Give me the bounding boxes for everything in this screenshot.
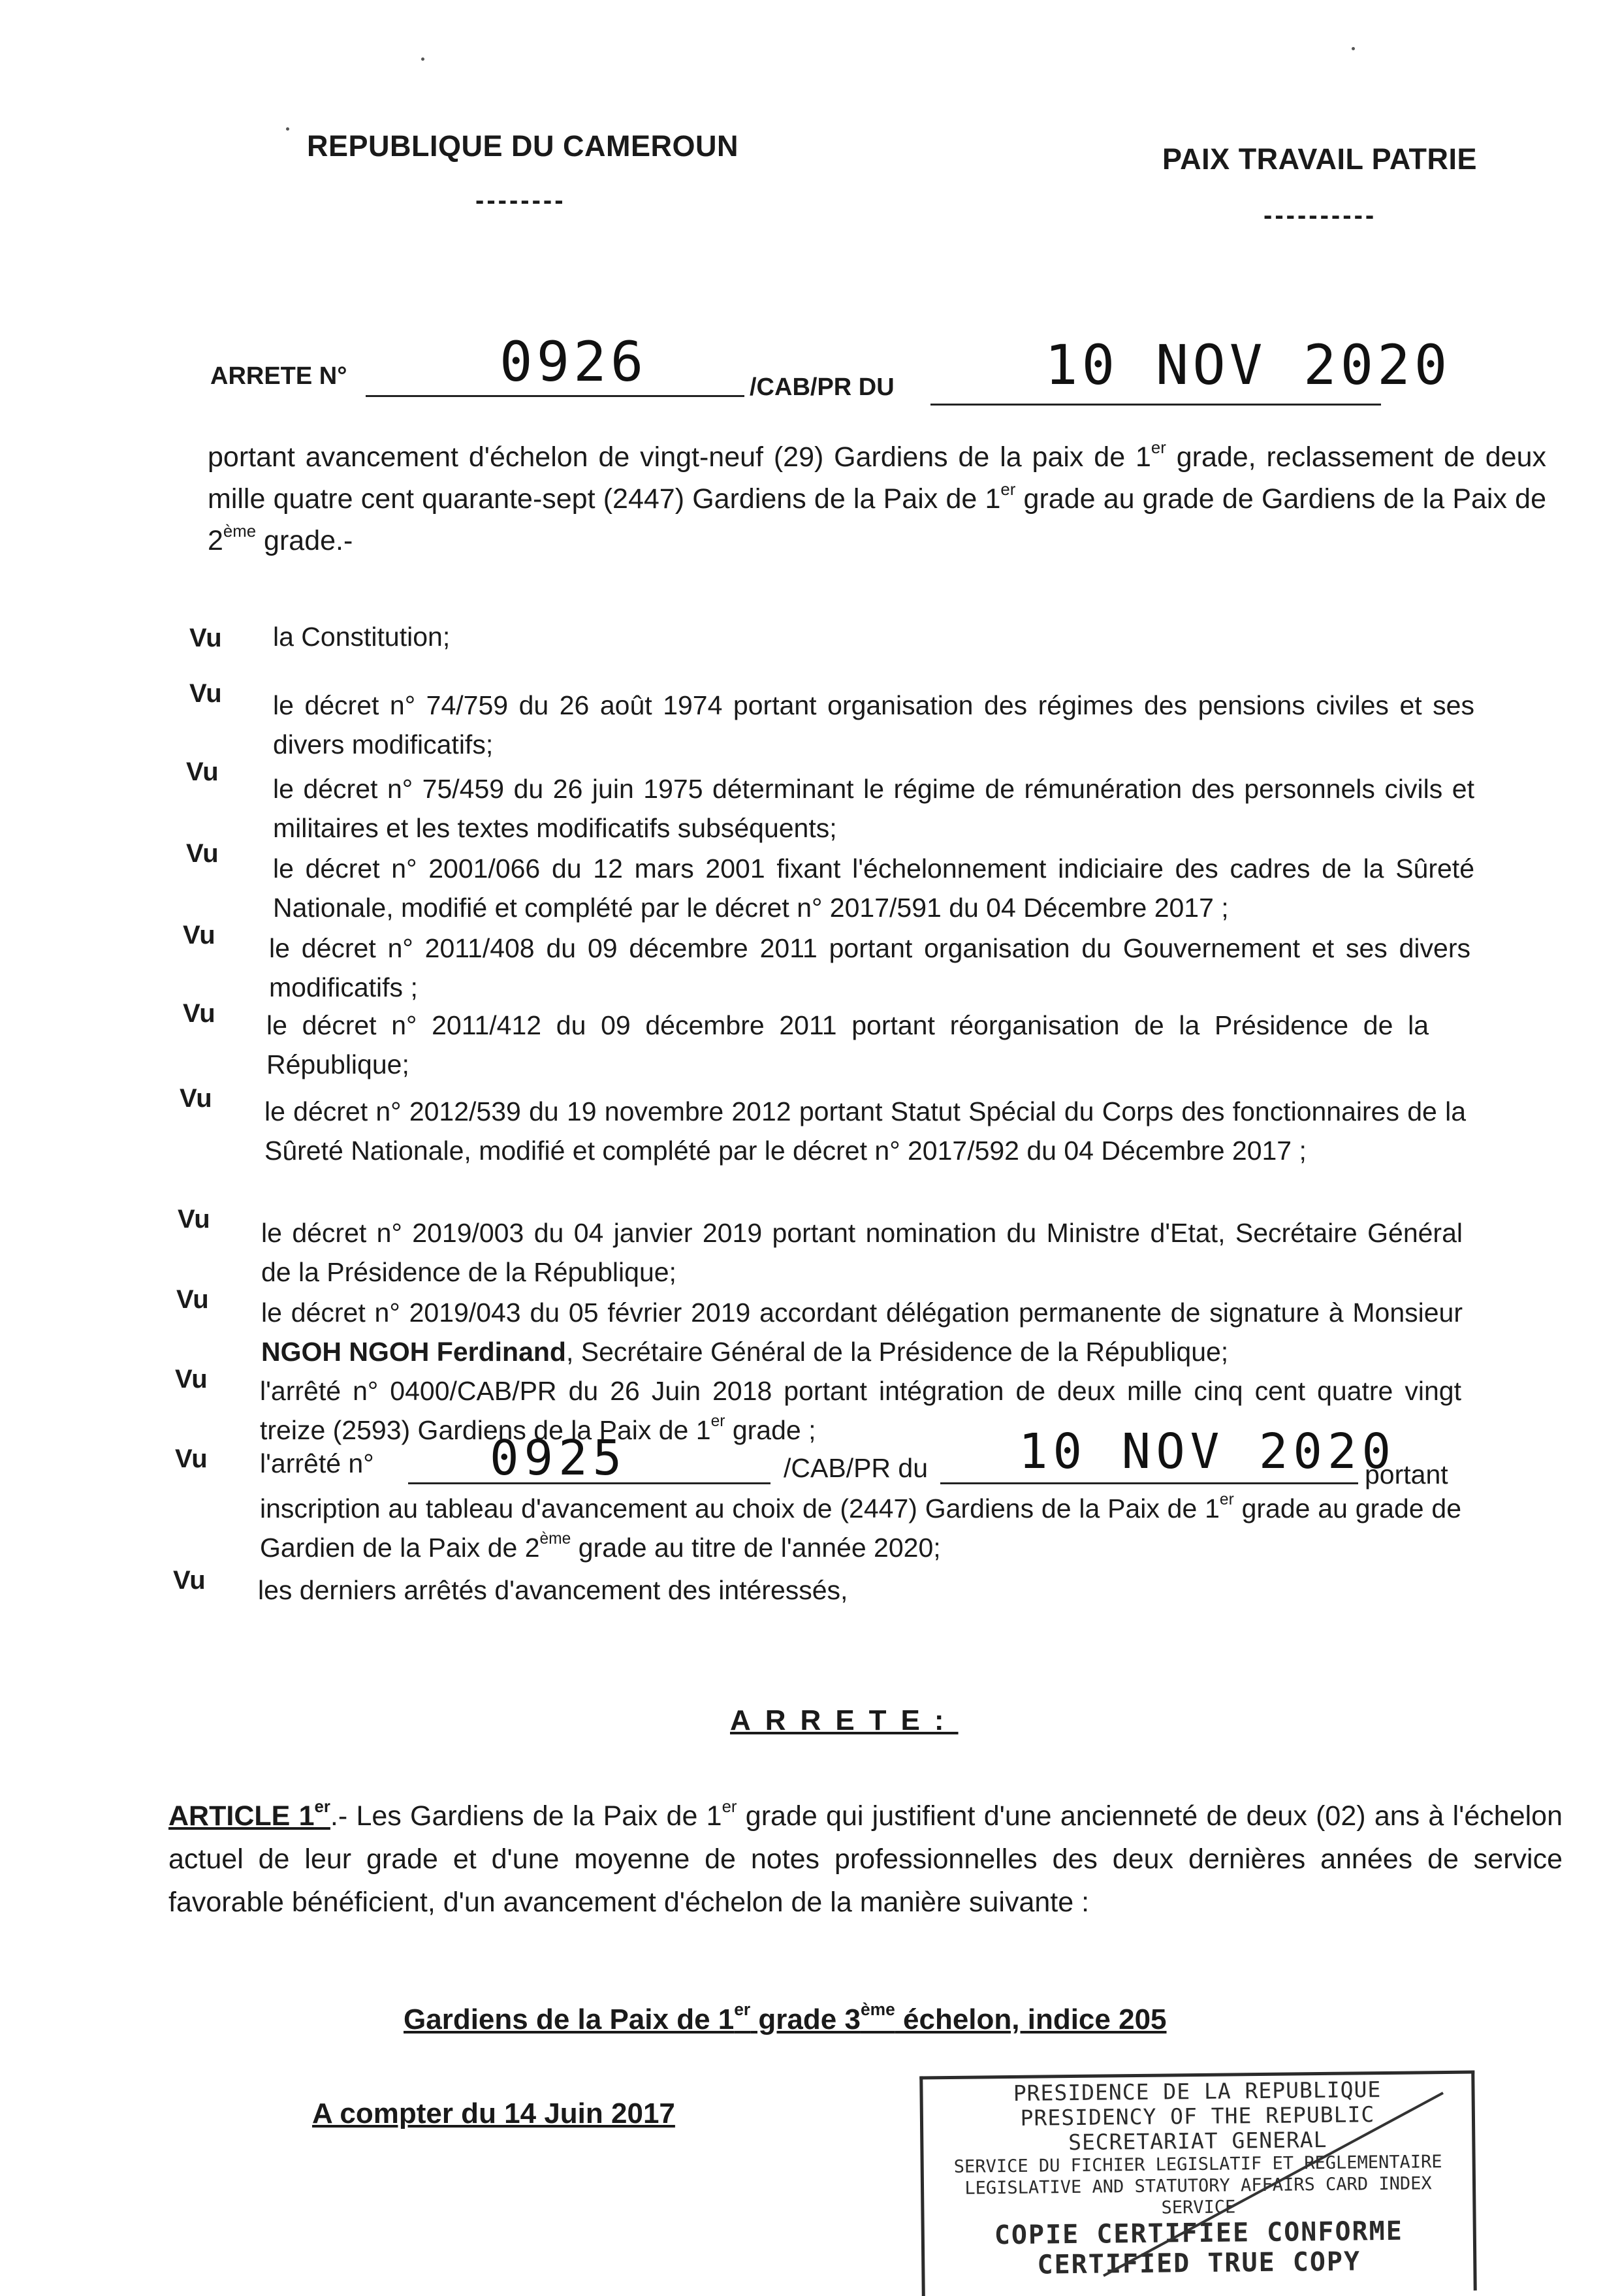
decree-middle: /CAB/PR DU [750,374,895,401]
visa-ref-number: 0925 [490,1430,627,1486]
decree-date: 10 NOV 2020 [1045,333,1452,397]
stamp-strike-mark [1077,2080,1469,2289]
vu-label: Vu [186,839,219,868]
article-1-label: ARTICLE 1er [168,1797,330,1832]
visa-ref-middle: /CAB/PR du [784,1453,929,1483]
article-1: ARTICLE 1er.- Les Gardiens de la Paix de 1er grade qui justifient d'une ancienneté de deux (02) ans à l'échelon actuel de leur grade et d'une moyenne de notes professionnelles des deux dernières années de service favorable bénéficient, d'un avancement d'échelon de la manière suivante : [168,1797,1563,1918]
header-left-rule: -------- [475,186,566,215]
vu-label: Vu [189,624,222,652]
visa-item: l'arrêté n° 0400/CAB/PR du 26 Juin 2018 portant intégration de deux mille cinq cent quatre vingt treize (2593) Gardiens de la Paix de 1er grade ; [260,1376,1461,1445]
vu-label: Vu [183,921,215,949]
visa-item: le décret n° 2019/043 du 05 février 2019 accordant délégation permanente de signature à Monsieur NGOH NGOH Ferdinand, Secrétaire Général de la Présidence de la République; [261,1298,1463,1367]
decree-number-rule [366,395,744,397]
vu-label: Vu [173,1566,206,1595]
visa-item: les derniers arrêtés d'avancement des intéressés, [258,1575,848,1605]
stamp-line: PRESIDENCY OF THE REPUBLIC [1020,2101,1375,2131]
vu-label: Vu [178,1205,210,1234]
stamp-line: SERVICE DU FICHIER LEGISLATIF ET REGLEMENTAIRE [953,2152,1442,2177]
visa-item: le décret n° 2011/412 du 09 décembre 2011 portant réorganisation de la Présidence de la République; [266,1010,1429,1079]
header-left-title: REPUBLIQUE DU CAMEROUN [307,129,739,163]
visa-item: inscription au tableau d'avancement au choix de (2447) Gardiens de la Paix de 1er grade au grade de Gardien de la Paix de 2ème grade au titre de l'année 2020; [260,1491,1461,1563]
scan-speck [421,57,424,61]
vu-label: Vu [186,757,219,786]
header-right-rule: ---------- [1263,201,1377,230]
vu-label: Vu [176,1285,209,1314]
stamp-line: COPIE CERTIFIEE CONFORME [994,2216,1404,2251]
stamp-line: PRESIDENCE DE LA REPUBLIQUE [1013,2077,1382,2106]
visa-item: le décret n° 2001/066 du 12 mars 2001 fixant l'échelonnement indiciaire des cadres de la Sûreté Nationale, modifié et complété par le décret n° 2017/591 du 04 Décembre 2017 ; [273,853,1474,923]
header-right-title: PAIX TRAVAIL PATRIE [1162,142,1478,176]
vu-label: Vu [175,1444,208,1473]
stamp-line: LEGISLATIVE AND STATUTORY AFFAIRS CARD INDEX SERVICE [964,2173,1432,2218]
decree-label: ARRETE N° [210,362,347,390]
scan-speck [1352,47,1355,50]
visa-ref-date-rule [940,1482,1358,1484]
vu-label: Vu [175,1365,208,1394]
visa-item: le décret n° 2012/539 du 19 novembre 2012 portant Statut Spécial du Corps des fonctionnaires de la Sûreté Nationale, modifié et complété par le décret n° 2017/592 du 04 Décembre 2017 ; [264,1096,1466,1166]
visa-item: le décret n° 2019/003 du 04 janvier 2019 portant nomination du Ministre d'Etat, Secrétaire Général de la Présidence de la République; [261,1218,1463,1287]
effective-date: A compter du 14 Juin 2017 [312,2097,675,2129]
vu-label: Vu [180,1084,212,1113]
vu-label: Vu [183,999,215,1028]
visa-ref-label: l'arrêté n° [260,1448,374,1478]
visa-ref-date: 10 NOV 2020 [1019,1424,1397,1480]
grade-subheading: Gardiens de la Paix de 1er grade 3ème échelon, indice 205 [404,2000,1167,2035]
subject-paragraph: portant avancement d'échelon de vingt-neuf (29) Gardiens de la paix de 1er grade, reclassement de deux mille quatre cent quarante-sept (2447) Gardiens de la Paix de 1er grade au grade de Gardiens de la Paix de 2ème grade.- [208,438,1546,556]
arrete-title: ARRETE: [730,1704,959,1736]
stamp-line: SECRETARIAT GENERAL [1068,2126,1327,2156]
visa-item: le décret n° 2011/408 du 09 décembre 2011 portant organisation du Gouvernement et ses divers modificatifs ; [269,933,1470,1002]
vu-label: Vu [189,679,222,708]
visa-ref-after: portant [1365,1459,1448,1490]
visa-item: le décret n° 74/759 du 26 août 1974 portant organisation des régimes des pensions civiles et ses divers modificatifs; [273,690,1474,759]
stamp-line: CERTIFIED TRUE COPY [1037,2246,1361,2280]
decree-number: 0926 [500,330,648,394]
visa-item: la Constitution; [273,622,451,652]
decree-date-rule [930,404,1381,406]
visa-item: le décret n° 75/459 du 26 juin 1975 déterminant le régime de rémunération des personnels civils et militaires et les textes modificatifs subséquents; [273,774,1474,843]
scan-speck [286,127,289,131]
